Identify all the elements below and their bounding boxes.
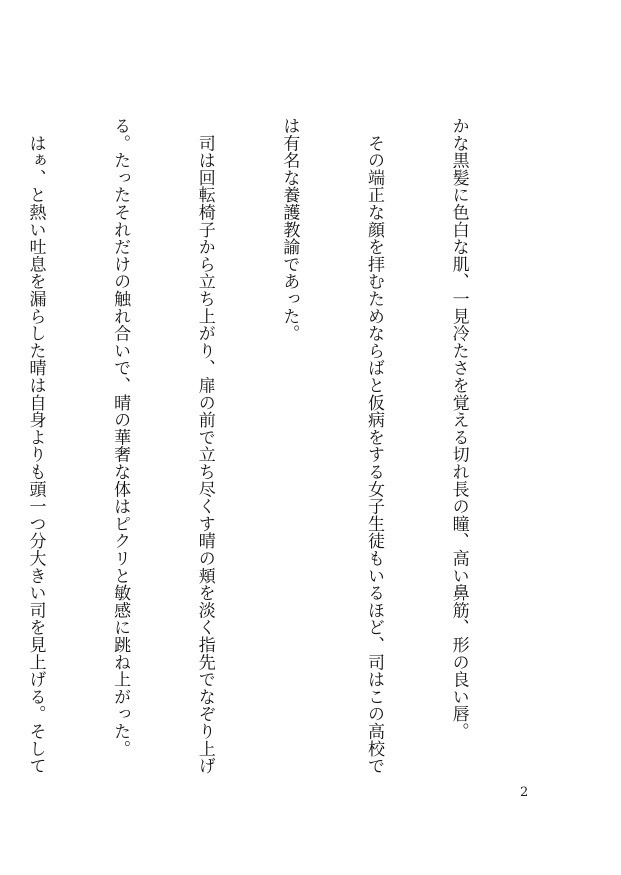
text-line: はぁ、と熱い吐息を漏らした晴は自身よりも頭一つ分大きい司を見上げる。そして (25, 117, 46, 775)
text-line: かな黒髪に色白な肌、一見冷たさを覚える切れ長の瞳、高い鼻筋、形の良い唇。 (448, 117, 469, 740)
page-number: 2 (520, 785, 529, 800)
text-line: は有名な養護教諭であった。 (279, 117, 300, 342)
text-line: 司は回転椅子から立ち上がり、扉の前で立ち尽くす晴の頬を淡く指先でなぞり上げ (194, 117, 215, 775)
text-line: る。たったそれだけの触れ合いで、晴の華奢な体はピクリと敏感に跳ね上がった。 (110, 117, 131, 758)
text-line: その端正な顔を拝むためならばと仮病をする女子生徒もいるほど、司はこの高校で (363, 117, 384, 775)
body-text (0, 117, 529, 775)
